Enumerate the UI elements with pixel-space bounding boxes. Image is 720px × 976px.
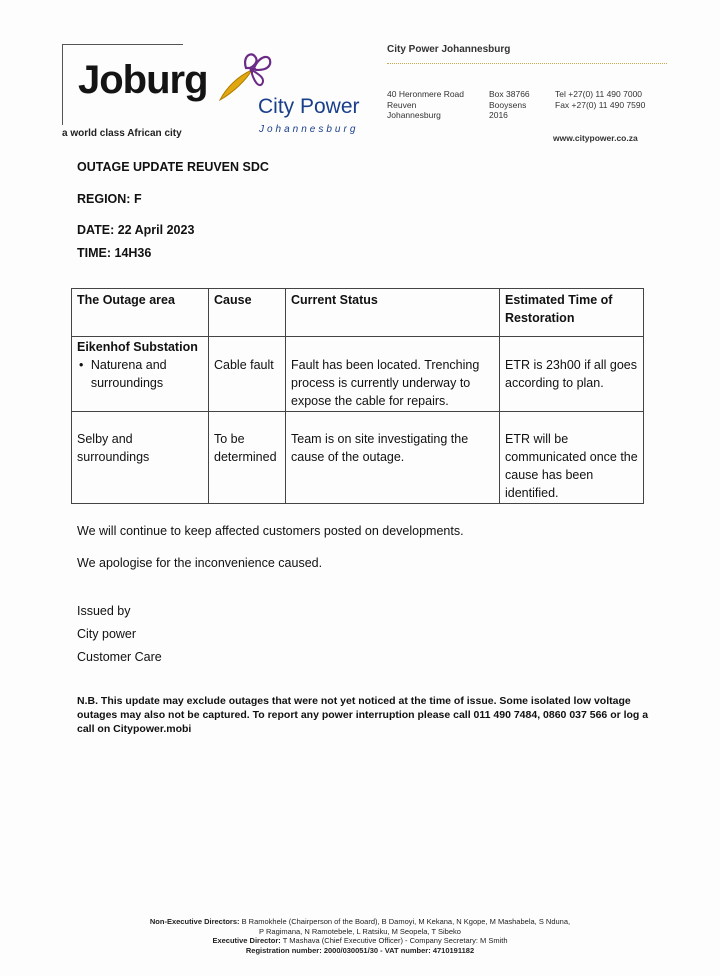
region-label: REGION: F bbox=[77, 192, 142, 206]
document-title: OUTAGE UPDATE REUVEN SDC bbox=[77, 160, 269, 174]
joburg-tagline: a world class African city bbox=[62, 128, 182, 139]
website-link[interactable]: www.citypower.co.za bbox=[553, 133, 638, 143]
table-row bbox=[72, 337, 644, 412]
area-cell: Selby and surroundings bbox=[72, 412, 209, 504]
company-name: City Power Johannesburg bbox=[387, 44, 511, 55]
disclaimer-note: N.B. This update may exclude outages that were not yet noticed at the time of issue. Some isolated low voltage outages may also not be captured. To report any power interruption please call 011 490 7484, 0860 037 566 or log a call on Citypower.mobi bbox=[77, 695, 649, 735]
issuer-company: City power bbox=[77, 627, 137, 641]
postal-address: Box 38766 Booysens 2016 bbox=[489, 89, 530, 120]
joburg-logo: Joburg bbox=[78, 58, 208, 102]
issuer-department: Customer Care bbox=[77, 650, 162, 664]
area-name: Naturena and surroundings bbox=[90, 358, 167, 390]
cause-cell: To be determined bbox=[209, 412, 286, 504]
street-address: 40 Heronmere Road Reuven Johannesburg bbox=[387, 89, 465, 120]
contact-numbers: Tel +27(0) 11 490 7000 Fax +27(0) 11 490 7590 bbox=[555, 89, 646, 110]
status-cell: Team is on site investigating the cause of the outage. bbox=[286, 412, 500, 504]
time-label: TIME: 14H36 bbox=[77, 246, 152, 260]
outage-table bbox=[71, 288, 644, 504]
etr-cell: ETR is 23h00 if all goes according to plan. bbox=[500, 337, 644, 412]
table-header-row bbox=[72, 289, 644, 337]
column-header-cause: Cause bbox=[209, 289, 286, 337]
cause-cell: Cable fault bbox=[209, 337, 286, 412]
city-power-logo-subtext: Johannesburg bbox=[259, 124, 359, 135]
update-promise-text: We will continue to keep affected customers posted on developments. bbox=[77, 524, 464, 538]
column-header-area: The Outage area bbox=[72, 289, 209, 337]
apology-text: We apologise for the inconvenience caused. bbox=[77, 556, 323, 570]
bullet-icon: • bbox=[79, 358, 84, 372]
column-header-etr: Estimated Time of Restoration bbox=[500, 289, 644, 337]
area-cell bbox=[72, 337, 209, 412]
header-divider bbox=[387, 63, 667, 64]
issued-by-label: Issued by bbox=[77, 604, 131, 618]
city-power-logo-text: City Power bbox=[258, 95, 360, 118]
table-row bbox=[72, 412, 644, 504]
status-cell: Fault has been located. Trenching process is currently underway to expose the cable for repairs. bbox=[286, 337, 500, 412]
date-label: DATE: 22 April 2023 bbox=[77, 223, 195, 237]
substation-label: Eikenhof Substation bbox=[77, 340, 198, 354]
etr-cell: ETR will be communicated once the cause has been identified. bbox=[500, 412, 644, 504]
directors-footer: Non-Executive Directors: B Ramokhele (Chairperson of the Board), B Damoyi, M Kekana, N Kgope, M Mashabela, S Nduna, P Ragimana, N Ramotebele, L Ratsiku, M Seopela, T Sibeko Executive Director: T Mashava (Chief Executive Officer) - Company Secretary: M Smith Registration number: 2000/030051/30 - VAT number: 4710191182 bbox=[149, 917, 571, 955]
column-header-status: Current Status bbox=[286, 289, 500, 337]
